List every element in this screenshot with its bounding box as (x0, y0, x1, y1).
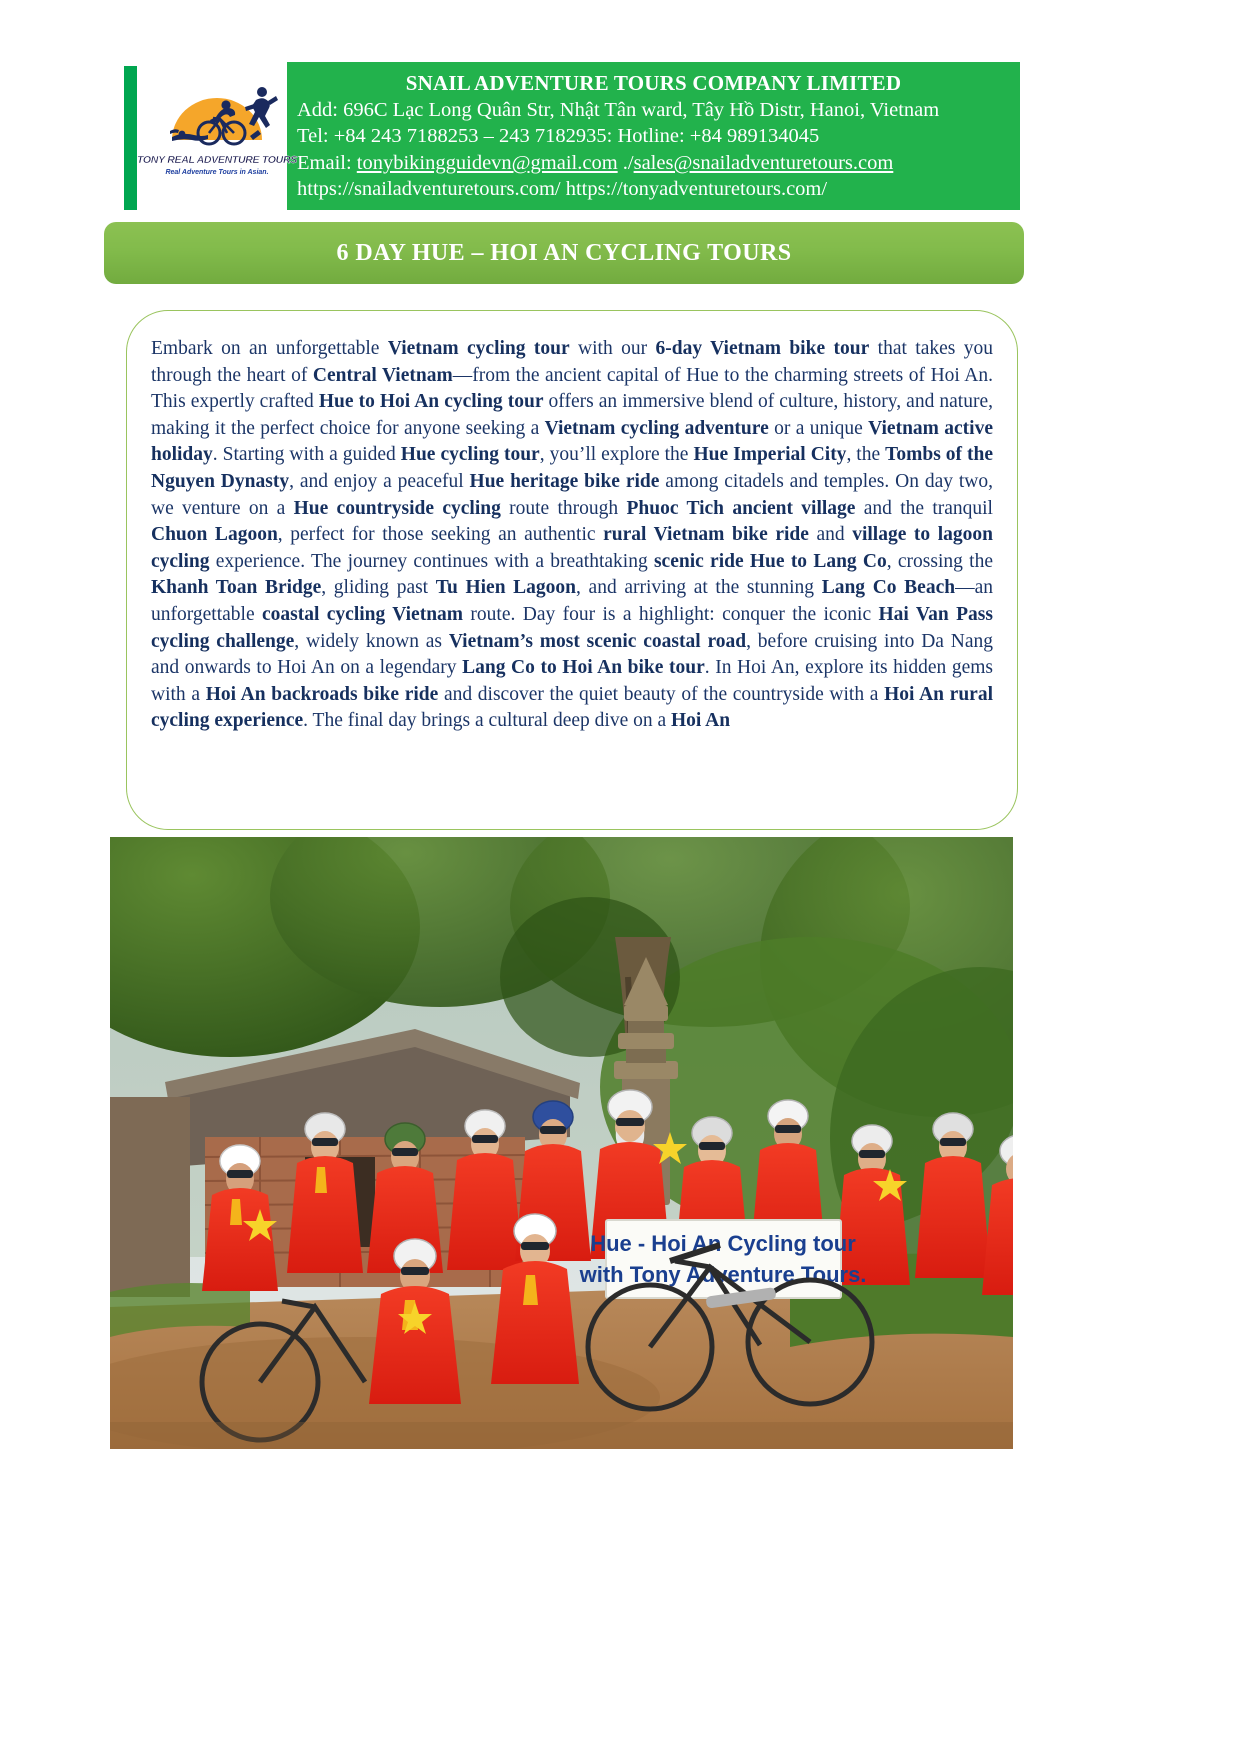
company-header (112, 62, 1020, 210)
tour-description-box (126, 310, 1018, 830)
company-email-line (297, 150, 1010, 177)
email-label: Email: (297, 151, 357, 174)
company-logo (112, 62, 297, 210)
tour-group-photo (110, 837, 1013, 1449)
tour-title-banner (104, 222, 1024, 284)
email-link-primary[interactable]: tonybikingguidevn@gmail.com (356, 151, 618, 174)
company-name: SNAIL ADVENTURE TOURS COMPANY LIMITED (405, 70, 902, 95)
triathlon-logo-icon (152, 70, 282, 156)
logo-brand-text: TONY REAL ADVENTURE TOURS (137, 154, 297, 166)
photo-banner-line2: with Tony Adventure Tours. (579, 1262, 867, 1287)
email-link-sales[interactable]: sales@snailadventuretours.com (633, 151, 894, 174)
page-title: 6 DAY HUE – HOI AN CYCLING TOURS (336, 239, 792, 266)
company-website-line (297, 176, 1010, 203)
tour-description-paragraph: Embark on an unforgettable Vietnam cycling tour with our 6-day Vietnam bike tour that takes you through the heart of Central Vietnam—from the ancient capital of Hue to the charming streets of Hoi An. This expertly crafted Hue to Hoi An cycling tour offers an immersive blend of culture, history, and nature, making it the perfect choice for anyone seeking a Vietnam cycling adventure or a unique Vietnam active holiday. Starting with a guided Hue cycling tour, you’ll explore the Hue Imperial City, the Tombs of the Nguyen Dynasty, and enjoy a peaceful Hue heritage bike ride among citadels and temples. On day two, we venture on a Hue countryside cycling route through Phuoc Tich ancient village and the tranquil Chuon Lagoon, perfect for those seeking an authentic rural Vietnam bike ride and village to lagoon cycling experience. The journey continues with a breathtaking scenic ride Hue to Lang Co, crossing the Khanh Toan Bridge, gliding past Tu Hien Lagoon, and arriving at the stunning Lang Co Beach—an unforgettable coastal cycling Vietnam route. Day four is a highlight: conquer the iconic Hai Van Pass cycling challenge, widely known as Vietnam’s most scenic coastal road, before cruising into Da Nang and onwards to Hoi An on a legendary Lang Co to Hoi An bike tour. In Hoi An, explore its hidden gems with a Hoi An backroads bike ride and discover the quiet beauty of the countryside with a Hoi An rural cycling experience. The final day brings a cultural deep dive on a Hoi An (151, 338, 994, 732)
logo-green-bar (124, 66, 137, 210)
photo-banner-line1: Hue - Hoi An Cycling tour (590, 1231, 856, 1256)
logo-tagline: Real Adventure Tours in Asian. (165, 169, 269, 176)
website-link-tony[interactable]: https://tonyadventuretours.com/ (565, 178, 828, 201)
website-link-snail[interactable]: https://snailadventuretours.com/ (297, 178, 561, 201)
company-address: Add: 696C Lạc Long Quân Str, Nhật Tân ward, Tây Hồ Distr, Hanoi, Vietnam (297, 98, 940, 121)
email-separator: ./ (617, 151, 634, 174)
header-contact-block (287, 62, 1020, 210)
company-phone: Tel: +84 243 7188253 – 243 7182935: Hotline: +84 989134045 (297, 125, 820, 148)
photo-illustration (110, 837, 1013, 1449)
